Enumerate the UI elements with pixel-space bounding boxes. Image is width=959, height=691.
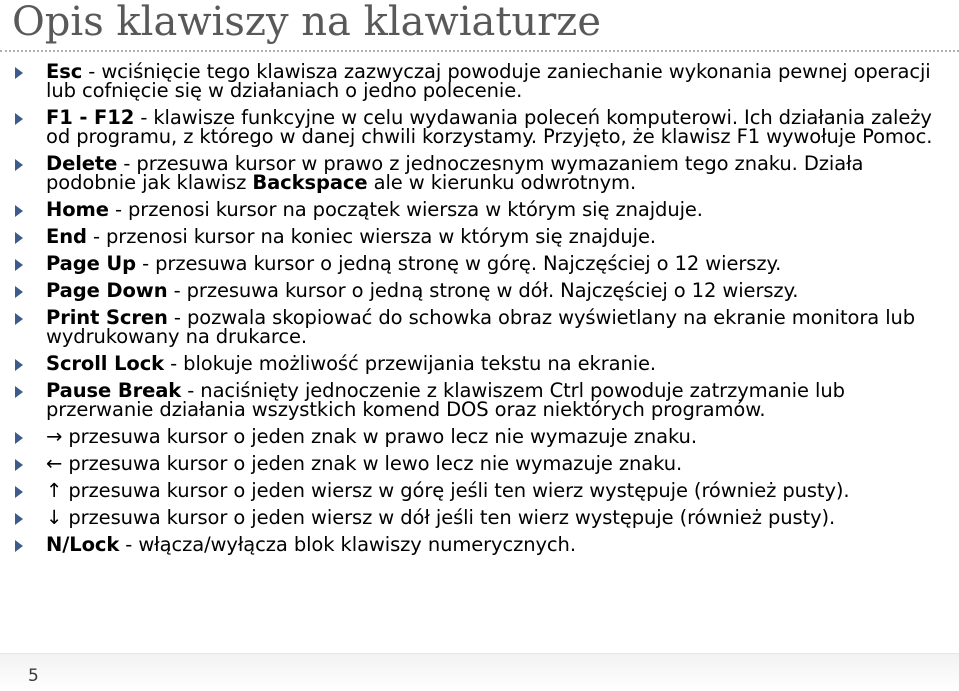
key-name-secondary: Backspace [252, 171, 368, 194]
key-name: N/Lock [46, 533, 120, 556]
key-name: Home [46, 198, 109, 221]
triangle-bullet-icon [15, 205, 23, 217]
slide-title: Opis klawiszy na klawiaturze [12, 0, 602, 45]
triangle-bullet-icon [15, 486, 23, 498]
bullet-item-page-down [12, 281, 947, 300]
triangle-bullet-icon [15, 513, 23, 525]
triangle-bullet-icon [15, 286, 23, 298]
bullet-item-page-up [12, 254, 947, 273]
key-name: Pause Break [46, 379, 182, 402]
triangle-bullet-icon [15, 540, 23, 552]
key-name: Page Down [46, 279, 168, 302]
bullet-item-f1-f12 [12, 108, 947, 146]
bullet-item-arrow-left [12, 454, 947, 473]
title-divider [0, 50, 959, 52]
bullet-item-esc [12, 62, 947, 100]
key-description: ↓ przesuwa kursor o jeden wiersz w dół jeśli ten wierz występuje (również pusty). [46, 506, 836, 529]
bullet-item-scroll-lock [12, 354, 947, 373]
triangle-bullet-icon [15, 459, 23, 471]
key-description: - przenosi kursor na początek wiersza w którym się znajduje. [108, 198, 703, 221]
triangle-bullet-icon [15, 67, 23, 79]
bullet-list [12, 62, 947, 562]
footer-bar [0, 653, 959, 691]
triangle-bullet-icon [15, 159, 23, 171]
key-name: Esc [46, 60, 83, 83]
key-description: - przesuwa kursor o jedną stronę w dół. Najczęściej o 12 wierszy. [167, 279, 799, 302]
key-name: Print Scren [46, 306, 168, 329]
bullet-item-home [12, 200, 947, 219]
bullet-item-print-screen [12, 308, 947, 346]
key-description: → przesuwa kursor o jeden znak w prawo lecz nie wymazuje znaku. [46, 425, 697, 448]
page-number: 5 [28, 666, 39, 686]
bullet-item-arrow-up [12, 481, 947, 500]
key-description: - przesuwa kursor o jedną stronę w górę. Najczęściej o 12 wierszy. [136, 252, 782, 275]
bullet-item-pause-break [12, 381, 947, 419]
triangle-bullet-icon [15, 259, 23, 271]
key-description: - wciśnięcie tego klawisza zazwyczaj powoduje zaniechanie wykonania pewnej operacji lub cofnięcie się w działaniach o jedno polecenie. [46, 60, 931, 102]
key-description: - przesuwa kursor w prawo z jednoczesnym wymazaniem tego znaku. Działa podobnie jak klawisz [46, 152, 864, 194]
key-name: Scroll Lock [46, 352, 165, 375]
bullet-item-end [12, 227, 947, 246]
triangle-bullet-icon [15, 386, 23, 398]
key-description: - przenosi kursor na koniec wiersza w którym się znajduje. [86, 225, 656, 248]
bullet-item-delete [12, 154, 947, 192]
key-description: - blokuje możliwość przewijania tekstu na ekranie. [164, 352, 657, 375]
key-name: End [46, 225, 87, 248]
key-description: - klawisze funkcyjne w celu wydawania poleceń komputerowi. Ich działania zależy od programu, z którego w danej chwili korzystamy. Przyjęto, że klawisz F1 wywołuje Pomoc. [46, 106, 933, 148]
key-description: ← przesuwa kursor o jeden znak w lewo lecz nie wymazuje znaku. [46, 452, 683, 475]
bullet-item-arrow-right [12, 427, 947, 446]
key-description-end: ale w kierunku odwrotnym. [367, 171, 637, 194]
key-description: ↑ przesuwa kursor o jeden wiersz w górę jeśli ten wierz występuje (również pusty). [46, 479, 850, 502]
bullet-item-num-lock [12, 535, 947, 554]
triangle-bullet-icon [15, 432, 23, 444]
key-name: Delete [46, 152, 118, 175]
bullet-item-arrow-down [12, 508, 947, 527]
key-description: - pozwala skopiować do schowka obraz wyświetlany na ekranie monitora lub wydrukowany na drukarce. [46, 306, 916, 348]
triangle-bullet-icon [15, 313, 23, 325]
triangle-bullet-icon [15, 359, 23, 371]
key-description: - naciśnięty jednoczenie z klawiszem Ctrl powoduje zatrzymanie lub przerwanie działania wszystkich komend DOS oraz niektórych programów. [46, 379, 845, 421]
key-name: F1 - F12 [46, 106, 135, 129]
key-name: Page Up [46, 252, 136, 275]
key-description: - włącza/wyłącza blok klawiszy numerycznych. [119, 533, 576, 556]
triangle-bullet-icon [15, 232, 23, 244]
triangle-bullet-icon [15, 113, 23, 125]
